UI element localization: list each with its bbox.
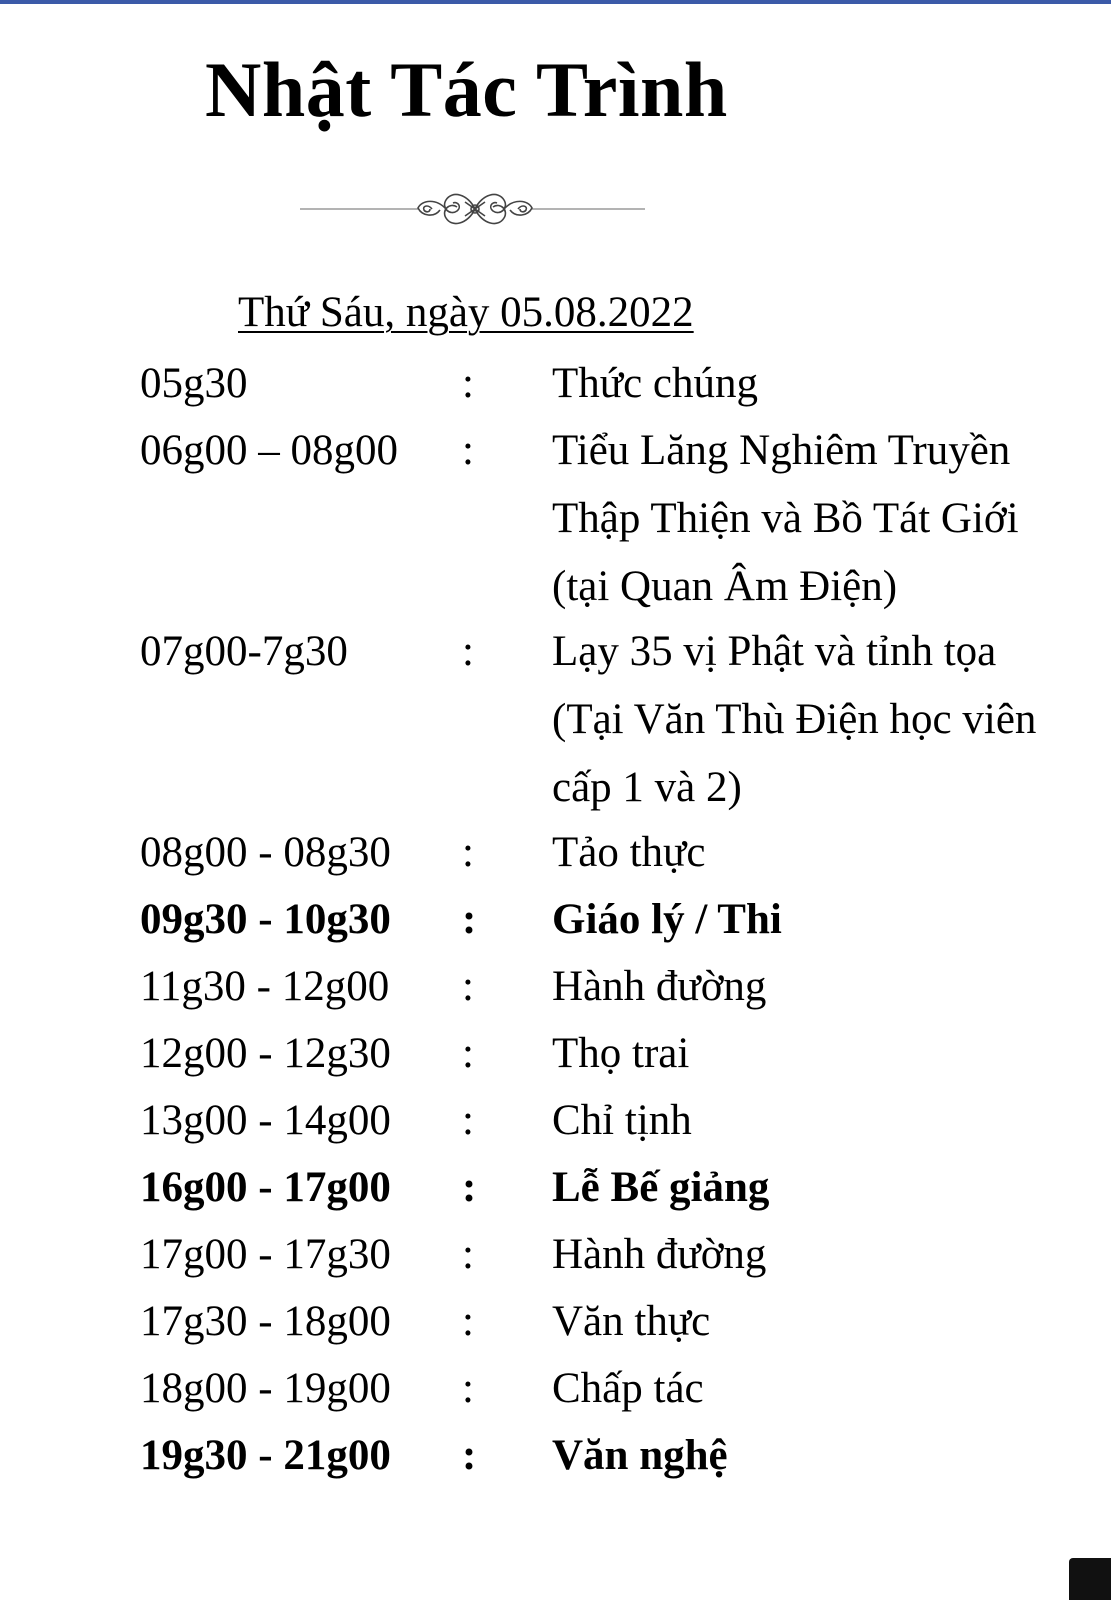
schedule-time: 17g00 - 17g30 xyxy=(140,1231,391,1278)
schedule-activity xyxy=(552,1288,1092,1356)
schedule-time: 18g00 - 19g00 xyxy=(140,1365,391,1412)
schedule-colon: : xyxy=(462,628,474,675)
schedule-time: 05g30 xyxy=(140,360,248,407)
schedule-time: 11g30 - 12g00 xyxy=(140,963,390,1010)
schedule-activity-line: Tiểu Lăng Nghiêm Truyền xyxy=(552,427,1011,474)
schedule-activity xyxy=(552,1154,1092,1222)
schedule-activity xyxy=(552,1087,1092,1155)
schedule-activity-line: Lễ Bế giảng xyxy=(552,1164,770,1211)
schedule-time: 06g00 – 08g00 xyxy=(140,427,398,474)
schedule-time: 08g00 - 08g30 xyxy=(140,829,391,876)
schedule-activity xyxy=(552,417,1092,621)
schedule-time: 12g00 - 12g30 xyxy=(140,1030,391,1077)
schedule-activity-line: (tại Quan Âm Điện) xyxy=(552,563,898,610)
schedule-colon: : xyxy=(462,1097,474,1144)
flourish-divider-icon xyxy=(300,180,660,250)
schedule-activity xyxy=(552,1020,1092,1088)
schedule-colon: : xyxy=(462,896,477,943)
schedule-colon: : xyxy=(462,1030,474,1077)
schedule-activity-line: Thập Thiện và Bồ Tát Giới xyxy=(552,495,1019,542)
corner-badge xyxy=(1069,1558,1111,1600)
top-border xyxy=(0,0,1111,4)
schedule-time: 07g00-7g30 xyxy=(140,628,348,675)
schedule-activity-line: Thức chúng xyxy=(552,360,758,407)
schedule-activity-line: Thọ trai xyxy=(552,1030,690,1077)
schedule-activity-line: Lạy 35 vị Phật và tỉnh tọa xyxy=(552,628,997,675)
schedule-activity-line: Hành đường xyxy=(552,1231,767,1278)
schedule-colon: : xyxy=(462,427,474,474)
schedule-colon: : xyxy=(462,963,474,1010)
schedule-colon: : xyxy=(462,1164,477,1211)
schedule-time: 13g00 - 14g00 xyxy=(140,1097,391,1144)
schedule-time: 19g30 - 21g00 xyxy=(140,1432,391,1479)
schedule-activity xyxy=(552,350,1092,418)
schedule-activity-line: Chấp tác xyxy=(552,1365,704,1412)
schedule-activity xyxy=(552,1355,1092,1423)
schedule-activity-line: cấp 1 và 2) xyxy=(552,764,742,811)
schedule-activity-line: Giáo lý / Thi xyxy=(552,896,782,943)
schedule-date: Thứ Sáu, ngày 05.08.2022 xyxy=(238,289,694,336)
schedule-activity xyxy=(552,953,1092,1021)
page-title: Nhật Tác Trình xyxy=(205,46,728,133)
schedule-time: 17g30 - 18g00 xyxy=(140,1298,391,1345)
schedule-colon: : xyxy=(462,1231,474,1278)
schedule-activity xyxy=(552,819,1092,887)
schedule-activity-line: (Tại Văn Thù Điện học viên xyxy=(552,696,1037,743)
schedule-colon: : xyxy=(462,1365,474,1412)
schedule-activity-line: Tảo thực xyxy=(552,829,706,876)
schedule-colon: : xyxy=(462,1432,477,1479)
schedule-activity xyxy=(552,886,1092,954)
schedule-activity xyxy=(552,618,1092,822)
schedule-activity-line: Văn thực xyxy=(552,1298,711,1345)
schedule-activity-line: Văn nghệ xyxy=(552,1432,728,1479)
schedule-colon: : xyxy=(462,360,474,407)
schedule-time: 09g30 - 10g30 xyxy=(140,896,391,943)
schedule-colon: : xyxy=(462,829,474,876)
schedule-activity-line: Chỉ tịnh xyxy=(552,1097,692,1144)
schedule-time: 16g00 - 17g00 xyxy=(140,1164,391,1211)
schedule-activity-line: Hành đường xyxy=(552,963,767,1010)
schedule-activity xyxy=(552,1221,1092,1289)
schedule-colon: : xyxy=(462,1298,474,1345)
schedule-activity xyxy=(552,1422,1092,1490)
